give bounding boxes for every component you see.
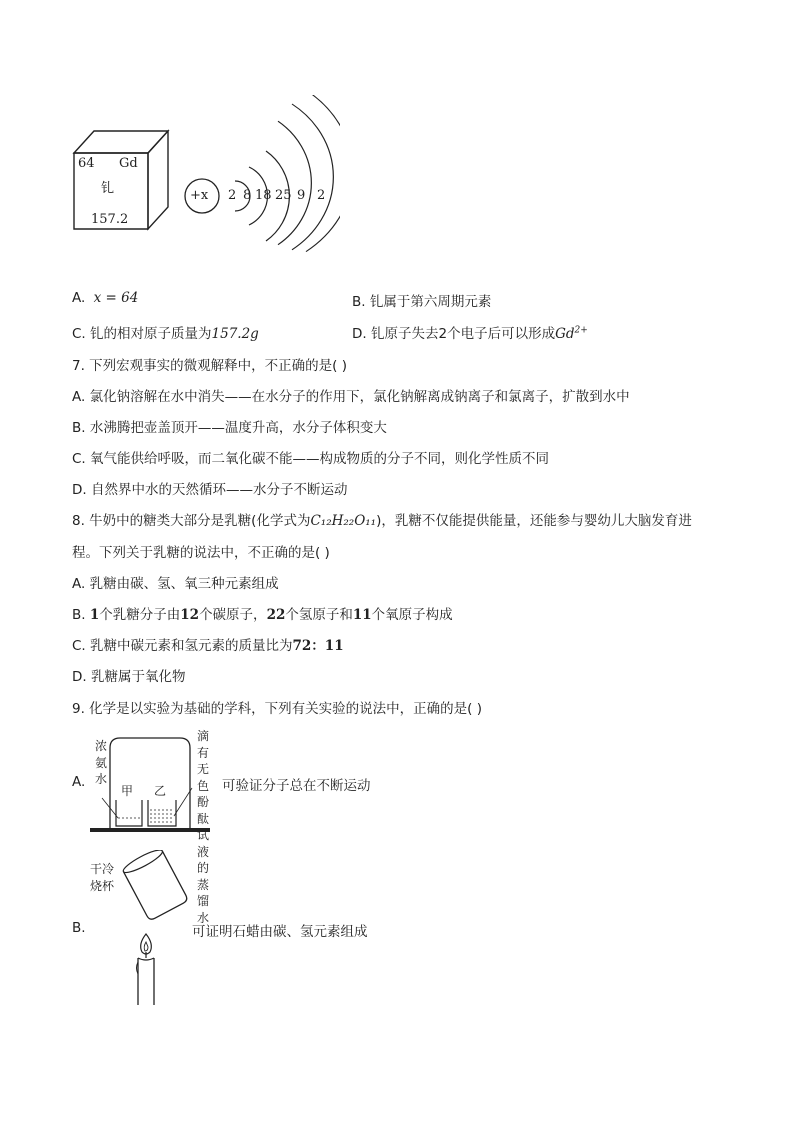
shell-4-electrons: 25 — [275, 188, 292, 203]
atom-structure-diagram — [180, 95, 340, 255]
beaker-jia-label: 甲 — [121, 784, 134, 798]
q8-option-a: A. 乳糖由碳、氢、氧三种元素组成 — [72, 576, 279, 592]
q8-text: 个乳糖分子由 — [99, 607, 181, 623]
q9-option-b-label: B. — [72, 920, 86, 936]
q8-text: 个碳原子， — [199, 607, 267, 623]
q7-option-c: C. 氧气能供给呼吸，而二氧化碳不能——构成物质的分子不同，则化学性质不同 — [72, 451, 550, 467]
q8-mass-ratio: 72：11 — [292, 638, 344, 654]
q6-option-c — [72, 322, 259, 342]
element-symbol: Gd — [119, 156, 138, 171]
q8-option-b — [72, 603, 453, 623]
nucleus-charge: +x — [190, 188, 209, 203]
q8-text: 个氢原子和 — [285, 607, 353, 623]
q6-option-b: B. 钆属于第六周期元素 — [352, 294, 492, 310]
phenolphthalein-water-label: 滴有无色酚酞试液的蒸馏水 — [196, 729, 209, 925]
q8-option-b-label: B. — [72, 607, 90, 623]
atomic-number: 64 — [78, 156, 95, 171]
shell-6-electrons: 2 — [317, 188, 326, 203]
atomic-mass: 157.2 — [91, 212, 129, 227]
element-name: 钆 — [101, 181, 115, 196]
q6-option-a — [72, 290, 138, 306]
shell-2-electrons: 8 — [243, 188, 252, 203]
shell-3-electrons: 18 — [255, 188, 272, 203]
q8-stem-part1: 8. 牛奶中的糖类大部分是乳糖(化学式为 — [72, 513, 311, 529]
ammonia-label: 浓氨水 — [94, 739, 107, 786]
q9-stem: 9. 化学是以实验为基础的学科，下列有关实验的说法中，正确的是( ) — [72, 701, 482, 717]
q6-option-a-math: x = 64 — [93, 290, 139, 306]
q7-option-d: D. 自然界中水的天然循环——水分子不断运动 — [72, 482, 348, 498]
q6-option-c-math: 157.2g — [211, 326, 259, 342]
q6-option-c-text: C. 钆的相对原子质量为 — [72, 326, 212, 342]
q6-option-d — [352, 322, 588, 342]
beaker-yi-label: 乙 — [154, 784, 167, 798]
q8-number: 12 — [180, 607, 200, 623]
q9-option-a-label: A. — [72, 774, 86, 790]
q7-option-a: A. 氯化钠溶解在水中消失——在水分子的作用下，氯化钠解离成钠离子和氯离子，扩散到水中 — [72, 389, 630, 405]
dry-cold-beaker-label-2: 烧杯 — [90, 879, 115, 893]
q7-option-b: B. 水沸腾把壶盖顶开——温度升高，水分子体积变大 — [72, 420, 387, 436]
q8-number: 22 — [266, 607, 286, 623]
shell-1-electrons: 2 — [228, 188, 237, 203]
q6-option-d-charge: 2+ — [574, 325, 588, 336]
q6-option-a-label: A. — [72, 290, 86, 306]
q8-number: 1 — [89, 607, 100, 623]
electron-shell-arcs — [180, 95, 340, 255]
element-card-figure — [70, 125, 170, 235]
q8-number: 11 — [352, 607, 372, 623]
q8-lactose-formula: C₁₂H₂₂O₁₁ — [310, 513, 377, 529]
q9-candle-experiment-figure — [88, 850, 198, 1010]
q8-stem-part2: )，乳糖不仅能提供能量，还能参与婴幼儿大脑发育进 — [376, 513, 692, 529]
q9-option-b-text: 可证明石蜡由碳、氢元素组成 — [192, 924, 368, 940]
q8-option-c — [72, 634, 344, 654]
dry-cold-beaker-label-1: 干冷 — [90, 862, 115, 876]
q9-option-a-text: 可验证分子总在不断运动 — [222, 778, 371, 794]
q7-stem: 7. 下列宏观事实的微观解释中，不正确的是( ) — [72, 358, 347, 374]
q6-option-d-text: D. 钆原子失去2个电子后可以形成 — [352, 326, 556, 342]
q8-option-d: D. 乳糖属于氧化物 — [72, 669, 186, 685]
q8-stem-line1 — [72, 509, 692, 529]
q8-stem-line2: 程。下列关于乳糖的说法中，不正确的是( ) — [72, 545, 330, 561]
q6-option-d-math: Gd — [555, 326, 575, 342]
q8-option-c-text: C. 乳糖中碳元素和氢元素的质量比为 — [72, 638, 293, 654]
shell-5-electrons: 9 — [297, 188, 306, 203]
q8-text: 个氧原子构成 — [371, 607, 453, 623]
